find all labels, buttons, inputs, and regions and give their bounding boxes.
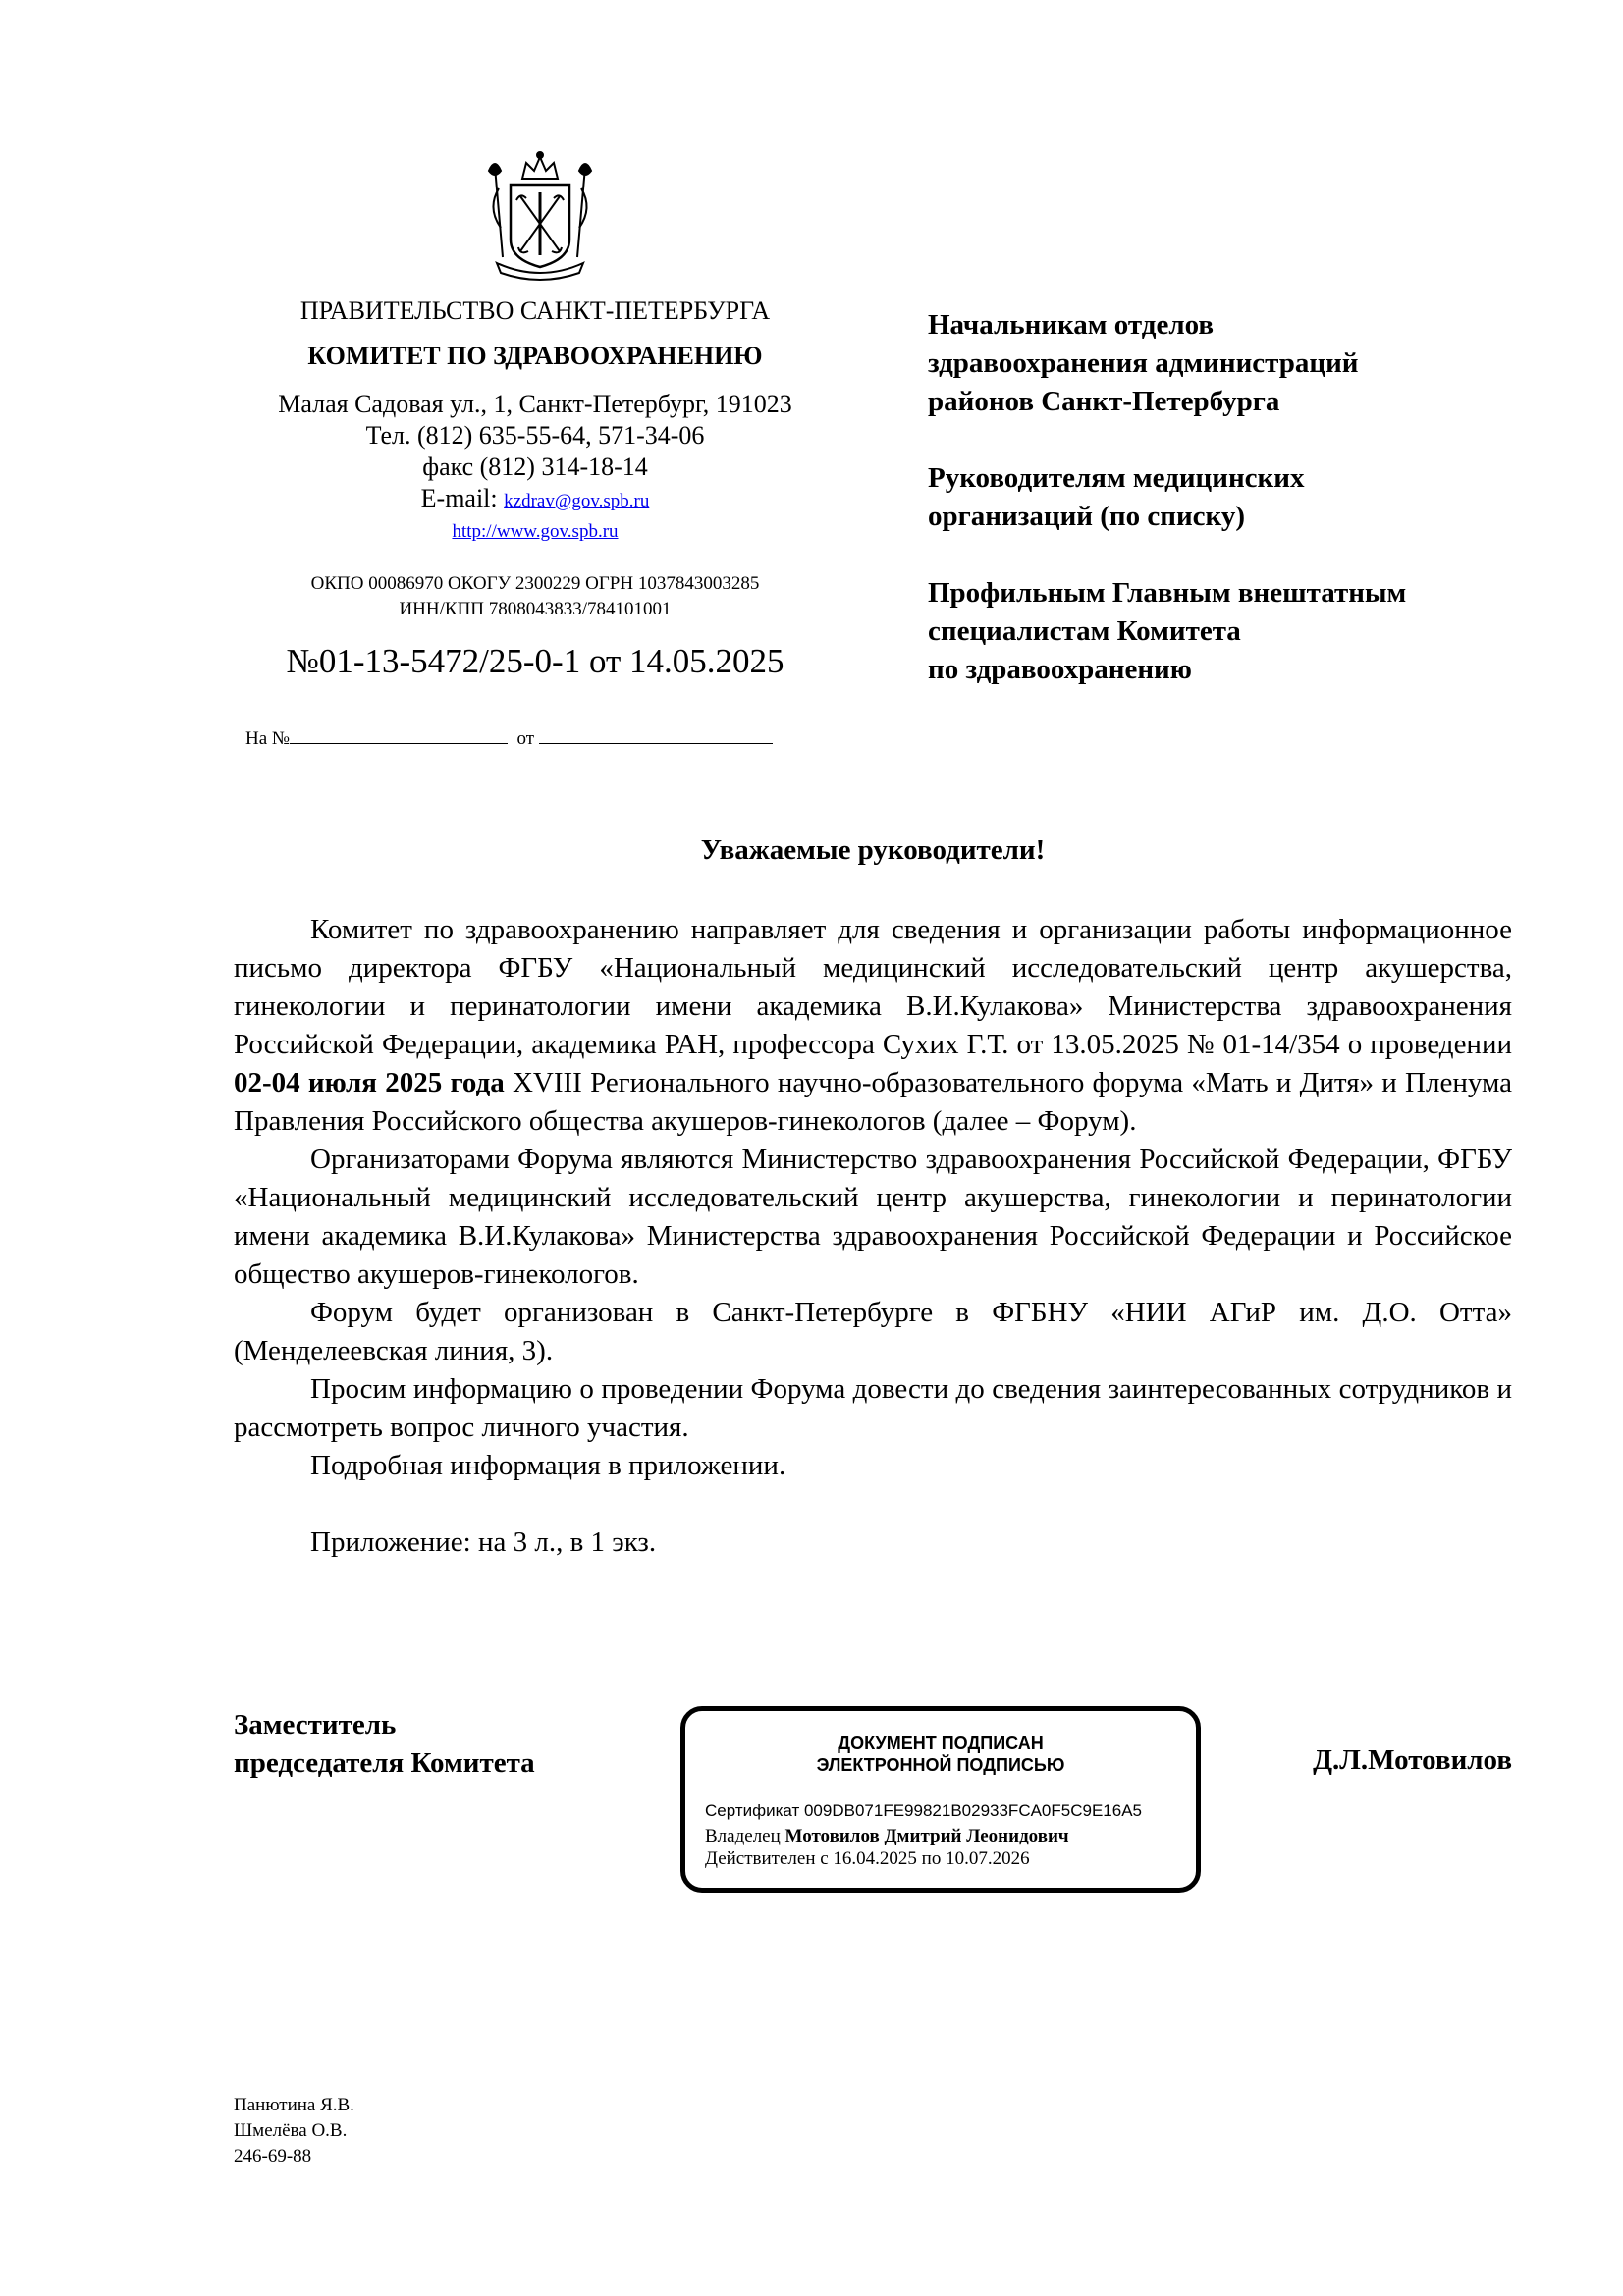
recipient-line: по здравоохранению [928,654,1192,685]
stamp-title-line-1: ДОКУМЕНТ ПОДПИСАН [838,1734,1044,1753]
contact-block [226,389,844,544]
recipient-line: Профильным Главным внештатным [928,577,1407,609]
paragraph-3: Форум будет организован в Санкт-Петербурге в ФГБНУ «НИИ АГиР им. Д.О. Отта» (Менделеевская линия, 3). [234,1297,1512,1366]
role-line-1: Заместитель [234,1709,397,1740]
attachment-note: Приложение: на 3 л., в 1 экз. [310,1526,657,1558]
government-name: ПРАВИТЕЛЬСТВО САНКТ-ПЕТЕРБУРГА [299,296,771,325]
recipient-group-3 [928,574,1537,689]
website-link[interactable]: http://www.gov.spb.ru [452,521,619,542]
executor-1: Панютина Я.В. [234,2095,354,2115]
recipient-line: здравоохранения администраций [928,347,1359,379]
recipient-group-2 [928,459,1537,536]
recipient-line: Начальникам отделов [928,309,1215,341]
role-line-2: председателя Комитета [234,1747,535,1779]
signatory-role [234,1706,535,1783]
codes-line-1: ОКПО 00086970 ОКОГУ 2300229 ОГРН 1037843003285 [310,573,760,594]
email-link[interactable]: kzdrav@gov.spb.ru [504,491,650,511]
reference-line [245,726,773,750]
paragraph-2: Организаторами Форума являются Министерство здравоохранения Российской Федерации, ФГБУ «Национальный медицинский исследовательский центр акушерства, гинекологии и перинатологии имени академика В.И.Кулакова» Министерства здравоохранения Российской Федерации и Российское общество акушеров-гинекологов. [234,1144,1512,1290]
paragraph-1-text-end: XVIII Регионального научно-образовательного форума «Мать и Дитя» и Пленума Правления Российского общества акушеров-гинекологов (далее – Форум). [234,1067,1512,1137]
stamp-title [685,1733,1196,1776]
fax: факс (812) 314-18-14 [422,453,648,481]
document-number: №01-13-5472/25-0-1 от 14.05.2025 [286,642,784,680]
paragraph-5: Подробная информация в приложении. [310,1450,786,1481]
coat-of-arms-emblem [481,149,599,285]
executor-2: Шмелёва О.В. [234,2120,348,2141]
event-dates: 02-04 июля 2025 года [234,1067,505,1098]
committee-name: КОМИТЕТ ПО ЗДРАВООХРАНЕНИЮ [307,342,763,370]
codes-line-2: ИНН/КПП 7808043833/784101001 [399,599,672,619]
letter-body [234,911,1512,1562]
greeting: Уважаемые руководители! [700,834,1046,866]
recipient-line: районов Санкт-Петербурга [928,386,1280,417]
email-line [226,483,844,517]
paragraph-4: Просим информацию о проведении Форума довести до сведения заинтересованных сотрудников и рассмотреть вопрос личного участия. [234,1373,1512,1443]
stamp-title-line-2: ЭЛЕКТРОННОЙ ПОДПИСЬЮ [816,1755,1065,1775]
electronic-signature-stamp [680,1706,1201,1893]
stamp-validity: Действителен с 16.04.2025 по 10.07.2026 [705,1848,1030,1869]
paragraph-1 [234,911,1512,1141]
owner-label: Владелец [705,1826,785,1846]
signatory-name: Д.Л.Мотовилов [1313,1744,1512,1776]
ref-number-blank [290,726,508,744]
recipient-line: организаций (по списку) [928,501,1245,532]
paragraph-1-text: Комитет по здравоохранению направляет для сведения и организации работы информационное письмо директора ФГБУ «Национальный медицинский исследовательский центр акушерства, гинекологии и перинатологии имени академика В.И.Кулакова» Министерства здравоохранения Российской Федерации, академика РАН, профессора Сухих Г.Т. от 13.05.2025 № 01-14/354 о проведении [234,914,1512,1060]
executors-block [234,2093,354,2169]
recipient-line: специалистам Комитета [928,615,1241,647]
recipient-group-1 [928,306,1537,421]
ref-label: На № [245,728,291,749]
recipient-line: Руководителям медицинских [928,462,1305,494]
registration-codes [226,571,844,622]
website-line [226,517,844,544]
phone: Тел. (812) 635-55-64, 571-34-06 [365,421,705,450]
address: Малая Садовая ул., 1, Санкт-Петербург, 191023 [278,390,792,418]
owner-name: Мотовилов Дмитрий Леонидович [784,1826,1069,1846]
executor-phone: 246-69-88 [234,2146,312,2166]
ref-date-blank [539,726,773,744]
stamp-owner [705,1826,1069,1847]
stamp-certificate: Сертификат 009DB071FE99821B02933FCA0F5C9E16A5 [705,1801,1142,1820]
email-label: E-mail: [420,484,505,512]
ref-from: от [516,728,535,749]
